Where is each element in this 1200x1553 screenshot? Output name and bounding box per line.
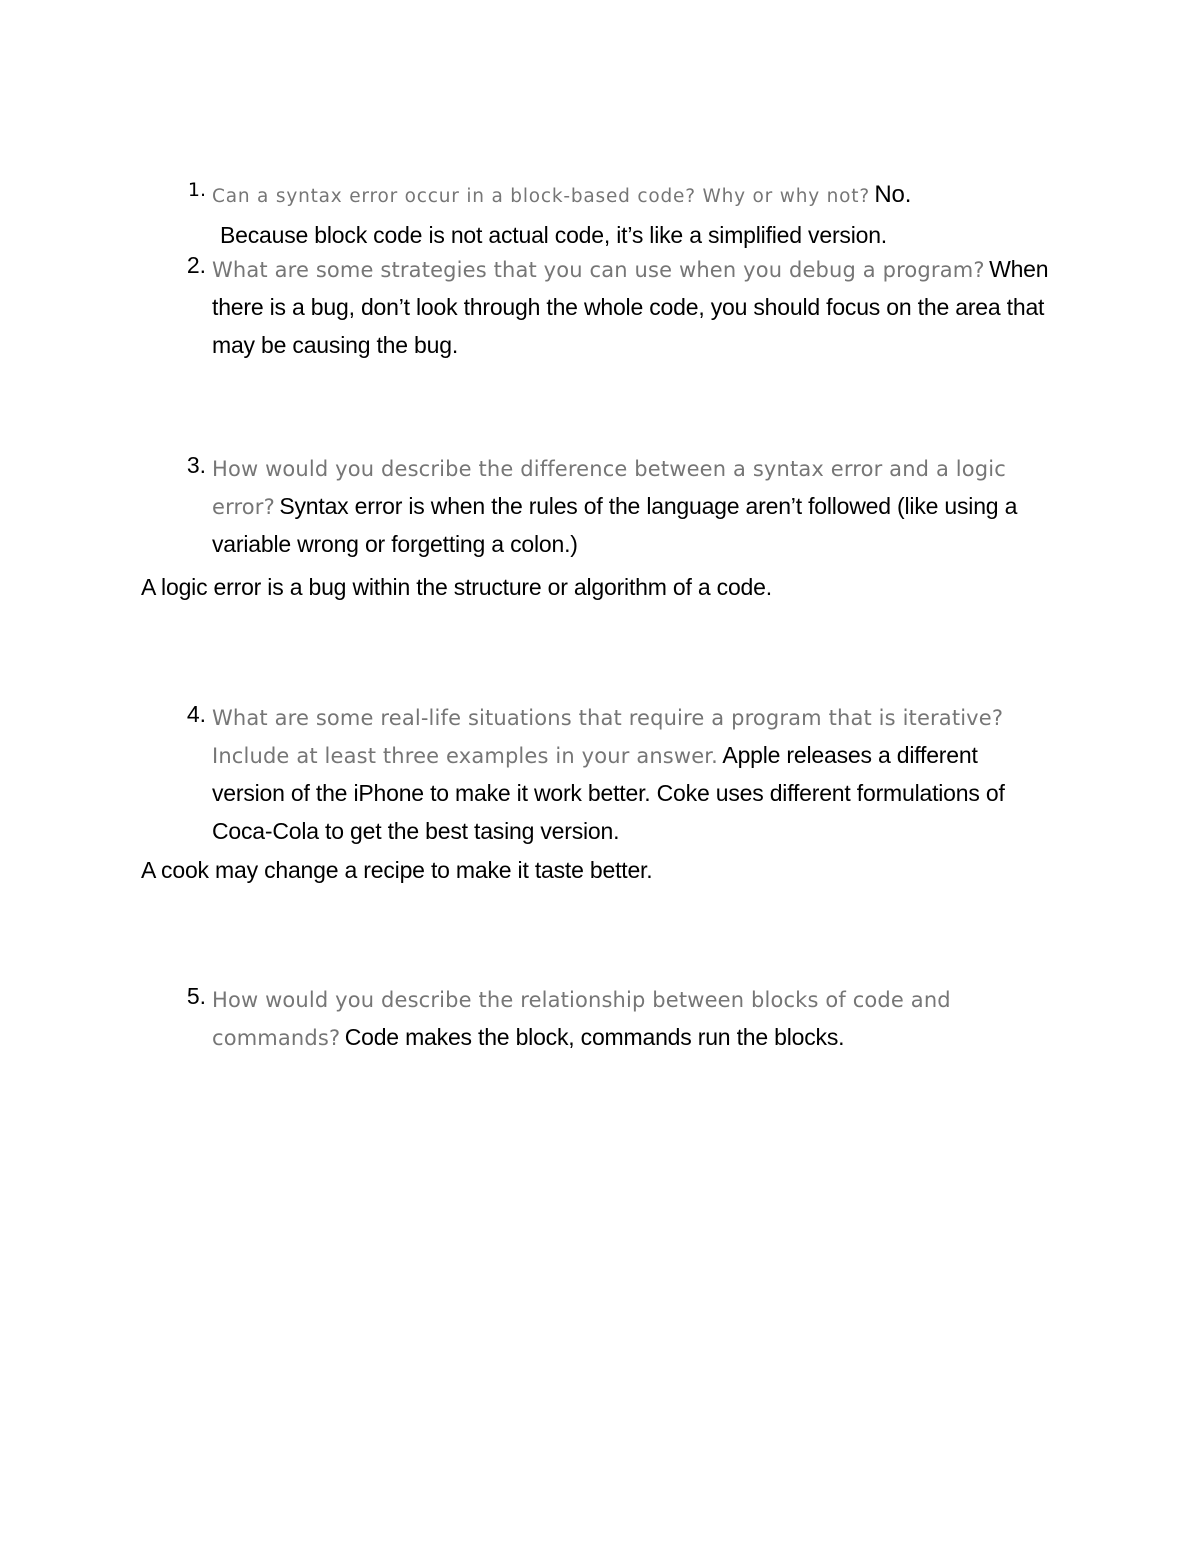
question-text: What are some strategies that you can use when you debug a program?: [212, 258, 985, 282]
question-item-3: [140, 452, 1060, 565]
question-number: 5.: [186, 983, 206, 1009]
answer-text: Syntax error is when the rules of the language aren’t followed (like using a variable wrong or forgetting a colon.): [212, 493, 1018, 557]
question-body: [212, 176, 1052, 253]
question-text: What are some real-life situations that require a program that is iterative? Include at least three examples in your answer.: [212, 706, 1004, 768]
answer-text: No.: [874, 181, 912, 208]
answer-text: When there is a bug, don’t look through the whole code, you should focus on the area that may be causing the bug.: [212, 256, 1049, 358]
question-number: 1.: [187, 179, 206, 201]
question-item-5: [140, 983, 1060, 1058]
question-text: How would you describe the difference between a syntax error and a logic error?: [212, 457, 1006, 519]
answer-text: Apple releases a different version of the iPhone to make it work better. Coke uses different formulations of Coca-Cola to get the best tasing version.: [212, 742, 1005, 844]
question-body: [212, 452, 1052, 565]
question-item-4: [140, 701, 1060, 852]
answer-text-continued: Because block code is not actual code, it’s like a simplified version.: [220, 222, 887, 248]
question-body: [212, 983, 1052, 1058]
question-item-1: [140, 176, 1060, 253]
question-text: How would you describe the relationship between blocks of code and commands?: [212, 988, 951, 1050]
question-number: 2.: [186, 252, 206, 278]
question-body: [212, 701, 1052, 852]
answer-paragraph: A logic error is a bug within the structure or algorithm of a code.: [141, 574, 772, 600]
question-body: [212, 252, 1052, 366]
question-number: 3.: [186, 452, 206, 478]
question-text: Can a syntax error occur in a block-based code? Why or why not?: [212, 186, 870, 207]
question-number: 4.: [186, 701, 206, 727]
answer-text: Code makes the block, commands run the blocks.: [344, 1024, 845, 1050]
question-item-2: [140, 252, 1060, 366]
answer-paragraph: A cook may change a recipe to make it taste better.: [141, 857, 653, 883]
